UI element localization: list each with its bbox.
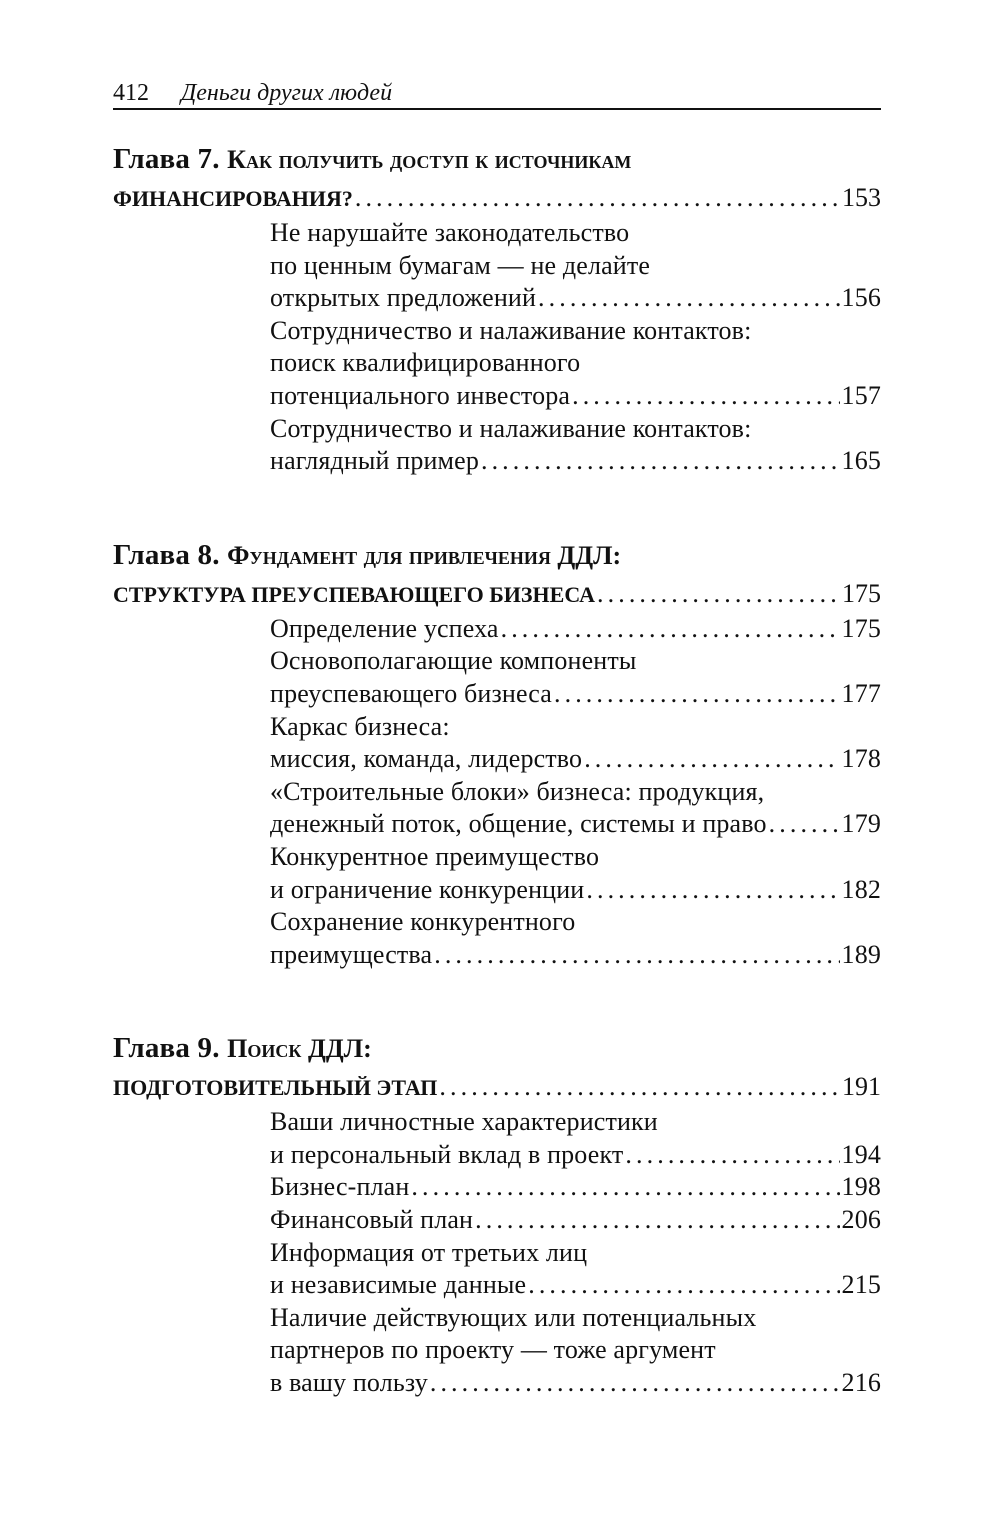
entry-text-line: «Строительные блоки» бизнеса: продукция, (270, 776, 765, 806)
entry-text-line: открытых предложений (270, 283, 537, 313)
chapter-heading (113, 1029, 881, 1068)
toc-chapter (113, 536, 881, 972)
chapter-title-continued: ФИНАНСИРОВАНИЯ? (113, 186, 353, 211)
toc-entry (270, 217, 881, 315)
entry-text-line: и независимые данные (270, 1270, 527, 1300)
toc-entry (270, 413, 881, 478)
entry-page-number: 157 (841, 380, 881, 410)
dot-leader (572, 380, 839, 413)
dot-leader (528, 1269, 839, 1302)
entry-page-number: 175 (841, 613, 881, 643)
running-header (113, 80, 881, 110)
entry-page-number: 198 (841, 1172, 881, 1202)
entry-page-number: 215 (841, 1270, 881, 1300)
entry-text-line: Конкурентное преимущество (270, 841, 600, 871)
entry-page-number: 206 (841, 1205, 881, 1235)
entry-last-line (270, 282, 881, 315)
entry-page-number: 156 (841, 283, 881, 313)
entry-page-number: 189 (841, 939, 881, 969)
chapter-page-number: 153 (842, 183, 881, 212)
section-list (270, 217, 881, 478)
chapter-title-line (113, 179, 881, 217)
toc-entry (270, 645, 881, 710)
entry-text-line: Каркас бизнеса: (270, 711, 450, 741)
dot-leader (538, 282, 840, 315)
entry-last-line (270, 1139, 881, 1172)
entry-page-number: 182 (841, 874, 881, 904)
entry-text-line: партнеров по проекту — тоже аргумент (270, 1335, 716, 1365)
entry-last-line (270, 1204, 881, 1237)
entry-text-line: миссия, команда, лидерство (270, 744, 583, 774)
toc-entry (270, 1237, 881, 1302)
chapter-page-number: 191 (842, 1072, 881, 1102)
entry-last-line (270, 380, 881, 413)
entry-last-line (270, 874, 881, 907)
entry-text-line: потенциального инвестора (270, 380, 571, 410)
entry-text-line: Бизнес-план (270, 1172, 410, 1202)
dot-leader (597, 575, 840, 617)
entry-text-line: и ограничение конкуренции (270, 874, 585, 904)
entry-text-line: Ваши личностные характеристики (270, 1107, 658, 1137)
chapter-title: Фундамент для привлечения ДДЛ: (227, 540, 622, 570)
entry-text-line: по ценным бумагам — не делайте (270, 250, 651, 280)
dot-leader (439, 1068, 840, 1110)
entry-text-line: Основополагающие компоненты (270, 646, 637, 676)
dot-leader (625, 1139, 839, 1172)
toc-entry (270, 1106, 881, 1171)
entry-text-line: Финансовый план (270, 1205, 474, 1235)
entry-text-line: поиск квалифицированного (270, 348, 581, 378)
entry-page-number: 178 (841, 744, 881, 774)
entry-text-line: Наличие действующих или потенциальных (270, 1302, 757, 1332)
chapter-title-continued: ПОДГОТОВИТЕЛЬНЫЙ ЭТАП (113, 1075, 438, 1101)
chapter-number: Глава 8. (113, 538, 228, 571)
dot-leader (769, 808, 840, 841)
dot-leader (411, 1171, 839, 1204)
entry-text-line: Сохранение конкурентного (270, 907, 576, 937)
page-number: 412 (113, 80, 149, 106)
toc-entry (270, 1302, 881, 1400)
dot-leader (584, 743, 839, 776)
chapter-heading (113, 536, 881, 575)
toc-entry (270, 711, 881, 776)
chapter-title-continued: СТРУКТУРА ПРЕУСПЕВАЮЩЕГО БИЗНЕСА (113, 581, 596, 607)
entry-last-line (270, 743, 881, 776)
entry-page-number: 179 (841, 809, 881, 839)
chapter-title: Как получить доступ к источникам (227, 145, 632, 174)
entry-text-line: Сотрудничество и налаживание контактов: (270, 413, 752, 443)
chapter-title: Поиск ДДЛ: (227, 1034, 372, 1064)
toc-entry (270, 613, 881, 646)
section-list (270, 613, 881, 972)
entry-page-number: 216 (841, 1368, 881, 1398)
entry-text-line: наглядный пример (270, 446, 479, 476)
entry-page-number: 194 (841, 1139, 881, 1169)
entry-last-line (270, 1269, 881, 1302)
dot-leader (554, 678, 840, 711)
entry-last-line (270, 939, 881, 972)
entry-text-line: Определение успеха (270, 613, 499, 643)
toc-entry (270, 906, 881, 971)
entry-text-line: в вашу пользу (270, 1368, 428, 1398)
dot-leader (481, 445, 840, 478)
dot-leader (434, 939, 839, 972)
entry-text-line: и персональный вклад в проект (270, 1139, 624, 1169)
toc-chapter (113, 140, 881, 478)
toc-entry (270, 315, 881, 413)
entry-page-number: 165 (841, 446, 881, 476)
chapter-number: Глава 9. (113, 1032, 228, 1065)
entry-text-line: преимущества (270, 939, 433, 969)
entry-last-line (270, 1367, 881, 1400)
dot-leader (430, 1367, 840, 1400)
toc-entry (270, 776, 881, 841)
entry-last-line (270, 445, 881, 478)
entry-text-line: денежный поток, общение, системы и право (270, 809, 767, 839)
chapter-title-line (113, 575, 881, 613)
toc-entry (270, 841, 881, 906)
table-of-contents (113, 140, 881, 1458)
toc-chapter (113, 1029, 881, 1399)
dot-leader (475, 1204, 839, 1237)
entry-last-line (270, 1171, 881, 1204)
section-list (270, 1106, 881, 1399)
entry-last-line (270, 613, 881, 646)
dot-leader (586, 874, 839, 907)
chapter-number: Глава 7. (113, 143, 228, 175)
entry-text-line: Сотрудничество и налаживание контактов: (270, 315, 752, 345)
entry-text-line: преуспевающего бизнеса (270, 678, 552, 708)
toc-entry (270, 1171, 881, 1204)
entry-last-line (270, 678, 881, 711)
dot-leader (355, 179, 840, 221)
chapter-title-line (113, 1068, 881, 1106)
chapter-heading (113, 140, 881, 179)
entry-text-line: Информация от третьих лиц (270, 1237, 588, 1267)
entry-page-number: 177 (841, 678, 881, 708)
toc-entry (270, 1204, 881, 1237)
entry-text-line: Не нарушайте законодательство (270, 218, 630, 247)
running-title: Деньги других людей (181, 80, 393, 106)
entry-last-line (270, 808, 881, 841)
dot-leader (501, 613, 840, 646)
chapter-page-number: 175 (842, 578, 881, 608)
